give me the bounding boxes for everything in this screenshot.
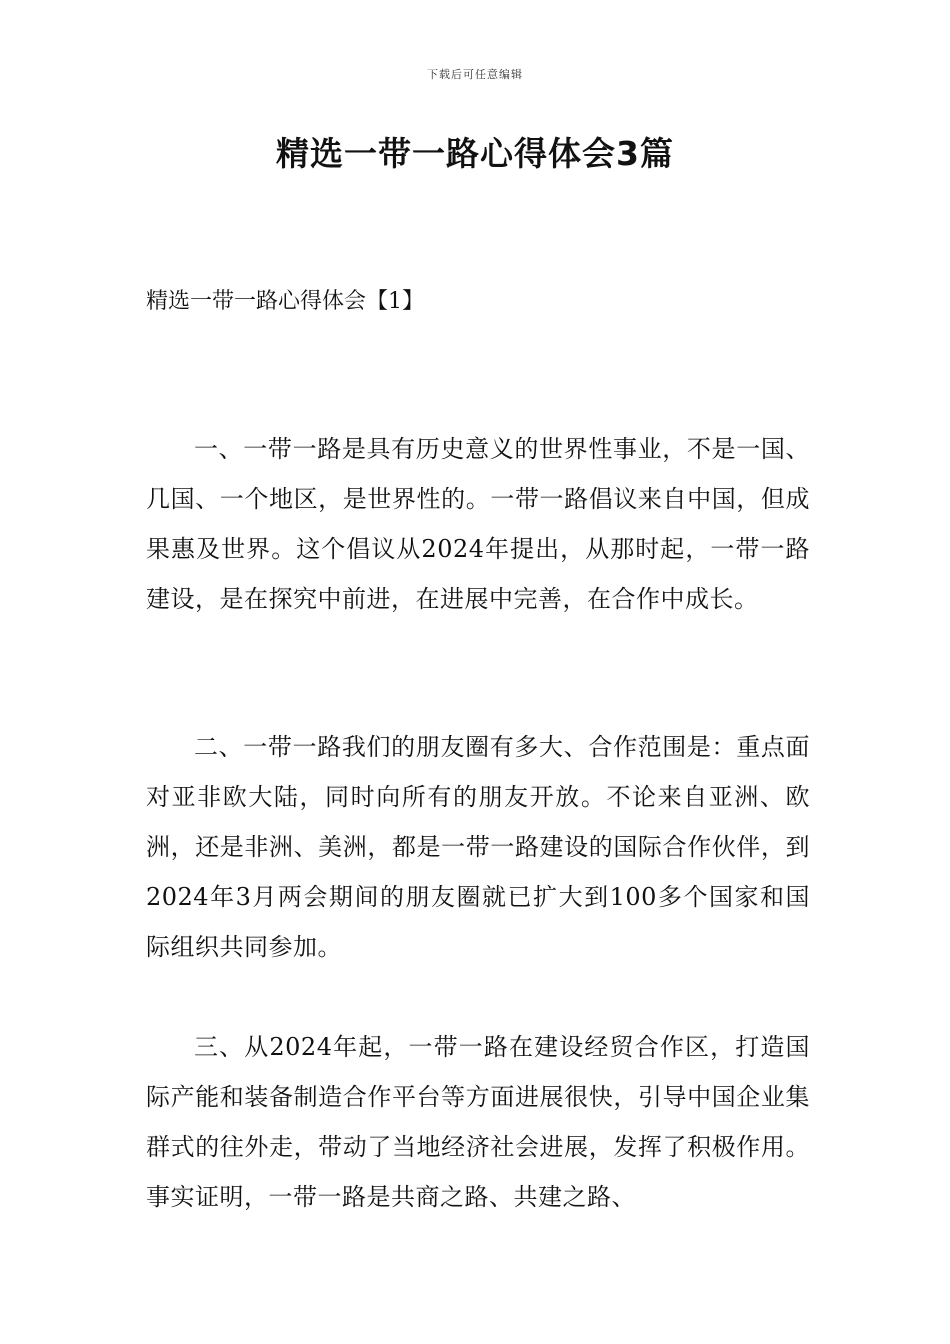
paragraph-1: 一、一带一路是具有历史意义的世界性事业，不是一国、几国、一个地区，是世界性的。一带一路倡议来自中国，但成果惠及世界。这个倡议从2024年提出，从那时起，一带一路建设，是在探究中前进，在进展中完善，在合作中成长。 [146, 435, 810, 613]
paragraph-3: 三、从2024年起，一带一路在建设经贸合作区，打造国际产能和装备制造合作平台等方面进展很快，引导中国企业集群式的往外走，带动了当地经济社会进展，发挥了积极作用。事实证明，一带一路是共商之路、共建之路、 [146, 1033, 810, 1211]
header-note: 下载后可任意编辑 [427, 68, 523, 81]
paragraph-2: 二、一带一路我们的朋友圈有多大、合作范围是：重点面对亚非欧大陆，同时向所有的朋友开放。不论来自亚洲、欧洲，还是非洲、美洲，都是一带一路建设的国际合作伙伴，到2024年3月两会期间的朋友圈就已扩大到100多个国家和国际组织共同参加。 [146, 733, 810, 961]
section-heading: 精选一带一路心得体会【1】 [146, 289, 424, 314]
document-title: 精选一带一路心得体会3篇 [276, 134, 674, 173]
